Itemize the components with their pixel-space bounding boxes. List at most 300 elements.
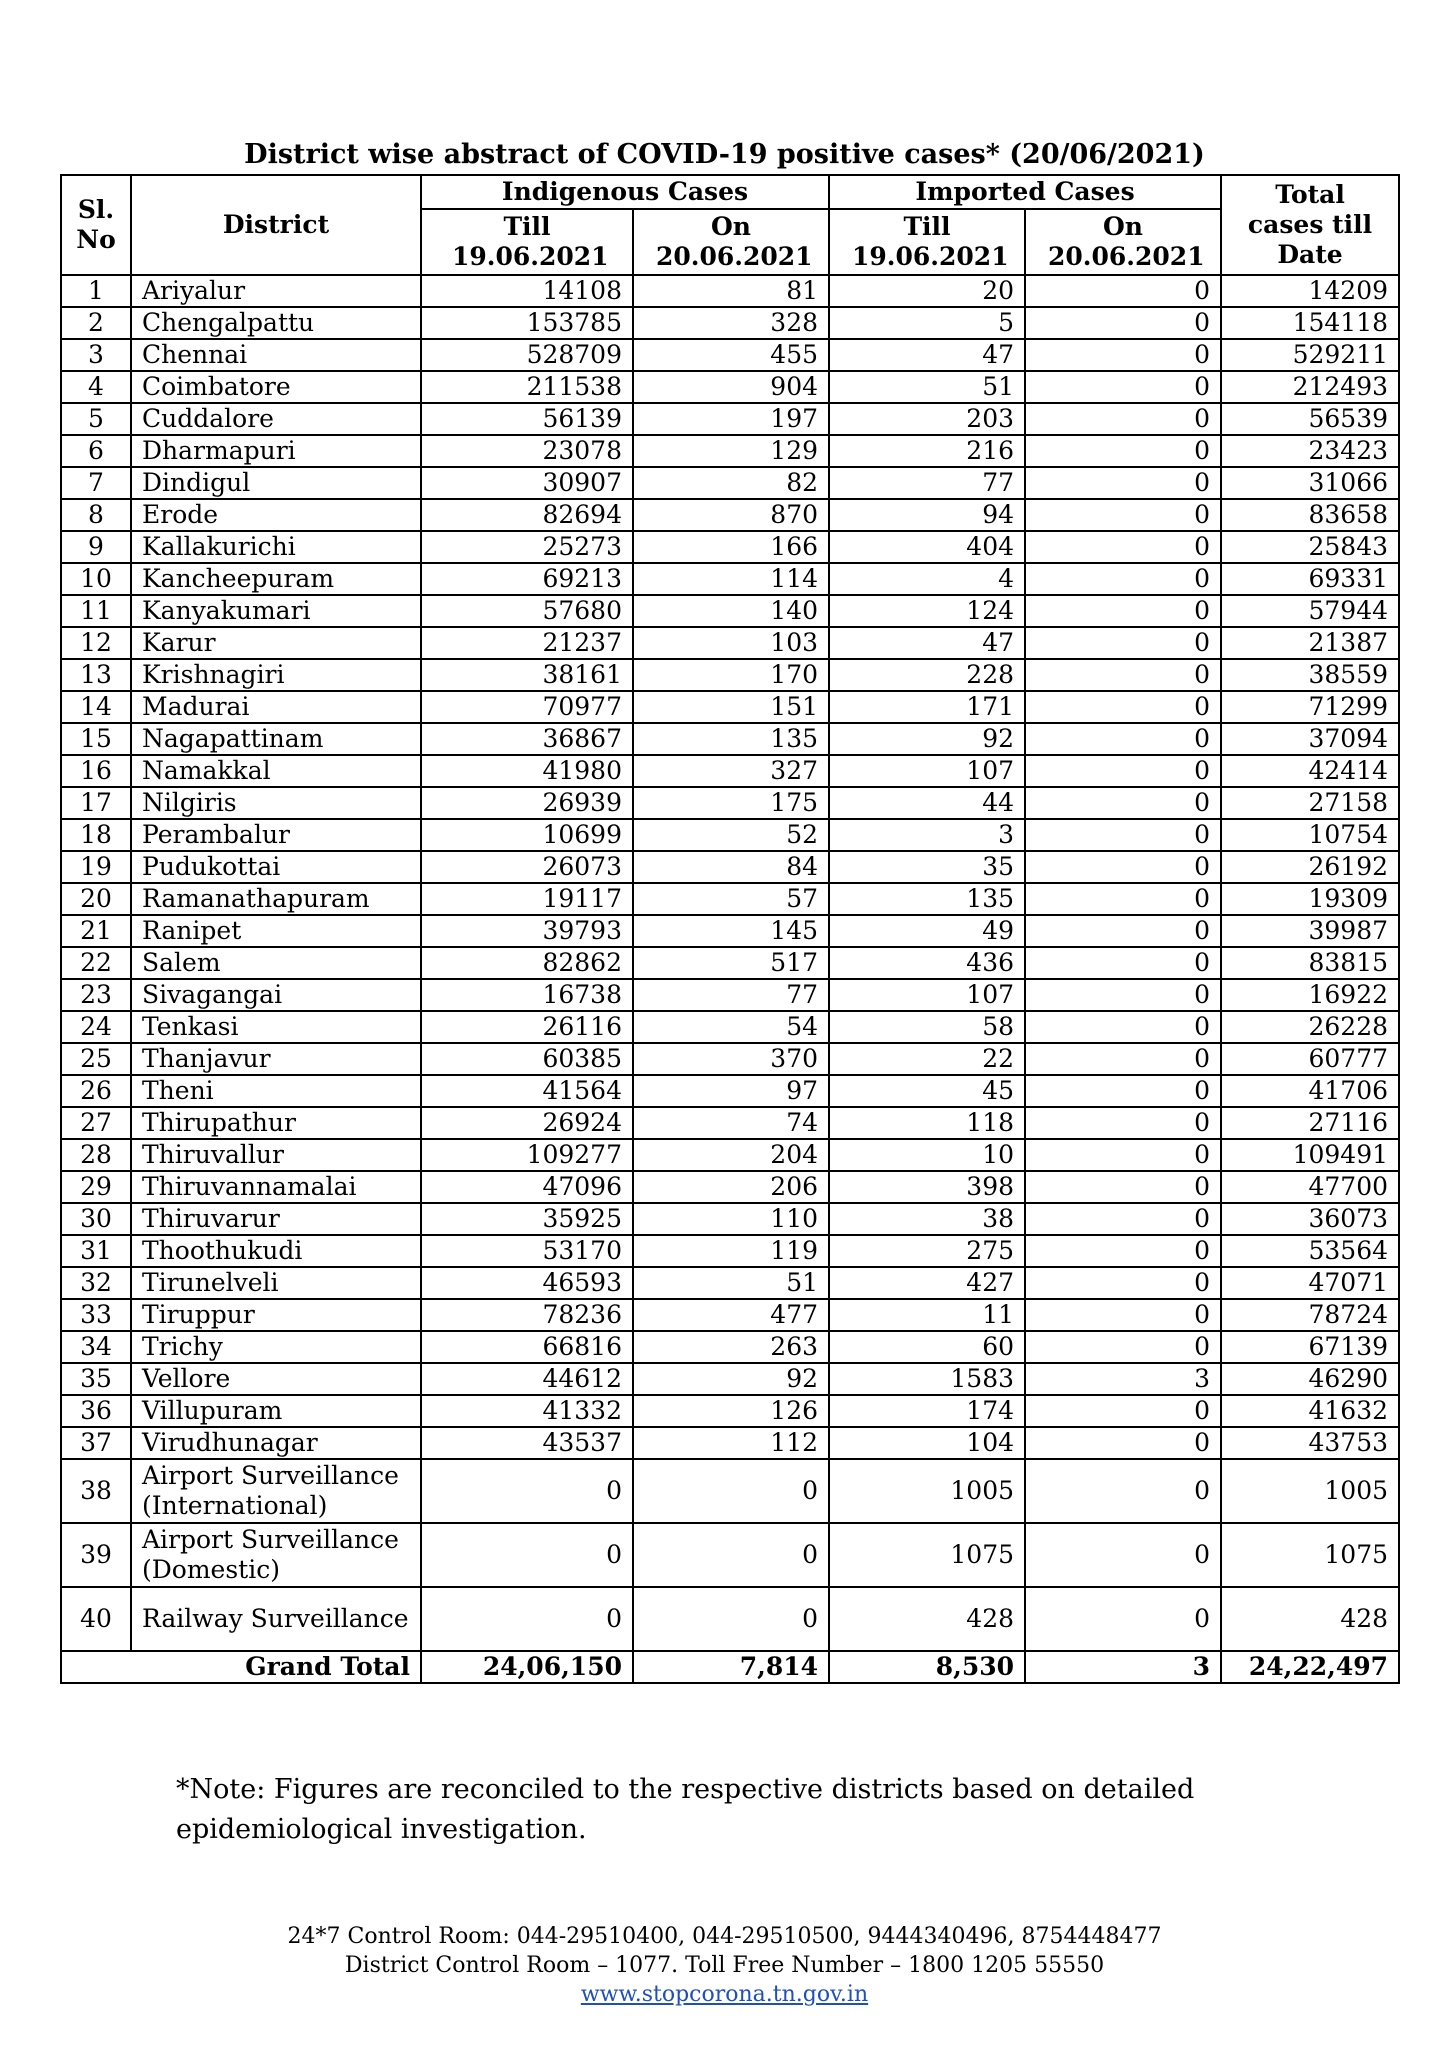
row-district: Dharmapuri bbox=[131, 435, 421, 467]
row-imported-till: 49 bbox=[829, 915, 1025, 947]
row-indigenous-till: 26924 bbox=[421, 1107, 633, 1139]
row-indigenous-on: 517 bbox=[633, 947, 829, 979]
table-row bbox=[61, 1075, 1399, 1107]
row-imported-till: 58 bbox=[829, 1011, 1025, 1043]
row-imported-till: 20 bbox=[829, 275, 1025, 307]
row-sl-no: 1 bbox=[61, 275, 131, 307]
row-total-cases: 21387 bbox=[1221, 627, 1399, 659]
row-total-cases: 26228 bbox=[1221, 1011, 1399, 1043]
table-row bbox=[61, 947, 1399, 979]
row-indigenous-on: 263 bbox=[633, 1331, 829, 1363]
row-indigenous-till: 38161 bbox=[421, 659, 633, 691]
row-imported-till: 47 bbox=[829, 339, 1025, 371]
row-district: Chengalpattu bbox=[131, 307, 421, 339]
row-total-cases: 23423 bbox=[1221, 435, 1399, 467]
row-imported-on: 0 bbox=[1025, 819, 1221, 851]
row-imported-on: 0 bbox=[1025, 755, 1221, 787]
row-indigenous-till: 0 bbox=[421, 1523, 633, 1587]
row-total-cases: 60777 bbox=[1221, 1043, 1399, 1075]
row-imported-on: 0 bbox=[1025, 787, 1221, 819]
row-imported-till: 92 bbox=[829, 723, 1025, 755]
row-indigenous-on: 0 bbox=[633, 1459, 829, 1523]
row-imported-on: 0 bbox=[1025, 627, 1221, 659]
row-sl-no: 5 bbox=[61, 403, 131, 435]
row-district: Dindigul bbox=[131, 467, 421, 499]
row-imported-on: 0 bbox=[1025, 659, 1221, 691]
table-row bbox=[61, 339, 1399, 371]
district-control-line: District Control Room – 1077. Toll Free Number – 1800 1205 55550 bbox=[344, 1953, 1105, 1978]
row-indigenous-till: 44612 bbox=[421, 1363, 633, 1395]
row-total-cases: 42414 bbox=[1221, 755, 1399, 787]
row-indigenous-on: 904 bbox=[633, 371, 829, 403]
row-indigenous-till: 69213 bbox=[421, 563, 633, 595]
table-row bbox=[61, 819, 1399, 851]
row-indigenous-till: 41332 bbox=[421, 1395, 633, 1427]
row-imported-till: 1075 bbox=[829, 1523, 1025, 1587]
row-indigenous-till: 26939 bbox=[421, 787, 633, 819]
row-sl-no: 38 bbox=[61, 1459, 131, 1523]
row-imported-on: 0 bbox=[1025, 1235, 1221, 1267]
row-imported-on: 0 bbox=[1025, 307, 1221, 339]
row-indigenous-till: 57680 bbox=[421, 595, 633, 627]
row-indigenous-till: 0 bbox=[421, 1459, 633, 1523]
row-imported-till: 124 bbox=[829, 595, 1025, 627]
row-imported-on: 0 bbox=[1025, 1107, 1221, 1139]
row-sl-no: 7 bbox=[61, 467, 131, 499]
grand-total-imported-till: 8,530 bbox=[829, 1651, 1025, 1683]
row-indigenous-till: 35925 bbox=[421, 1203, 633, 1235]
row-sl-no: 28 bbox=[61, 1139, 131, 1171]
header-district: District bbox=[131, 175, 421, 275]
row-indigenous-till: 41564 bbox=[421, 1075, 633, 1107]
row-imported-on: 0 bbox=[1025, 1331, 1221, 1363]
row-district: Thiruvallur bbox=[131, 1139, 421, 1171]
row-sl-no: 27 bbox=[61, 1107, 131, 1139]
row-indigenous-on: 197 bbox=[633, 403, 829, 435]
row-imported-on: 0 bbox=[1025, 851, 1221, 883]
row-district: Airport Surveillance (Domestic) bbox=[131, 1523, 421, 1587]
row-total-cases: 57944 bbox=[1221, 595, 1399, 627]
row-imported-on: 0 bbox=[1025, 595, 1221, 627]
row-imported-till: 47 bbox=[829, 627, 1025, 659]
row-imported-till: 94 bbox=[829, 499, 1025, 531]
row-district: Salem bbox=[131, 947, 421, 979]
row-total-cases: 212493 bbox=[1221, 371, 1399, 403]
row-district: Tiruppur bbox=[131, 1299, 421, 1331]
row-indigenous-on: 328 bbox=[633, 307, 829, 339]
row-indigenous-on: 57 bbox=[633, 883, 829, 915]
header-imported-till: Till 19.06.2021 bbox=[829, 209, 1025, 275]
row-indigenous-till: 10699 bbox=[421, 819, 633, 851]
row-district: Thanjavur bbox=[131, 1043, 421, 1075]
row-indigenous-on: 140 bbox=[633, 595, 829, 627]
row-imported-till: 1583 bbox=[829, 1363, 1025, 1395]
row-sl-no: 30 bbox=[61, 1203, 131, 1235]
row-indigenous-on: 370 bbox=[633, 1043, 829, 1075]
row-imported-till: 60 bbox=[829, 1331, 1025, 1363]
row-sl-no: 29 bbox=[61, 1171, 131, 1203]
row-indigenous-till: 109277 bbox=[421, 1139, 633, 1171]
row-imported-till: 4 bbox=[829, 563, 1025, 595]
row-district: Namakkal bbox=[131, 755, 421, 787]
row-sl-no: 18 bbox=[61, 819, 131, 851]
contact-footer bbox=[0, 1922, 1449, 2009]
row-imported-on: 0 bbox=[1025, 1523, 1221, 1587]
row-total-cases: 27116 bbox=[1221, 1107, 1399, 1139]
row-indigenous-till: 39793 bbox=[421, 915, 633, 947]
row-imported-till: 107 bbox=[829, 755, 1025, 787]
header-total-cases: Total cases till Date bbox=[1221, 175, 1399, 275]
row-imported-on: 0 bbox=[1025, 1203, 1221, 1235]
row-indigenous-on: 166 bbox=[633, 531, 829, 563]
row-imported-on: 0 bbox=[1025, 1267, 1221, 1299]
website-link[interactable]: www.stopcorona.tn.gov.in bbox=[580, 1982, 869, 2007]
table-row bbox=[61, 851, 1399, 883]
row-indigenous-on: 81 bbox=[633, 275, 829, 307]
table-row bbox=[61, 1011, 1399, 1043]
row-indigenous-on: 74 bbox=[633, 1107, 829, 1139]
table-row bbox=[61, 755, 1399, 787]
row-sl-no: 16 bbox=[61, 755, 131, 787]
row-district: Ariyalur bbox=[131, 275, 421, 307]
table-row bbox=[61, 563, 1399, 595]
row-imported-till: 275 bbox=[829, 1235, 1025, 1267]
table-row bbox=[61, 275, 1399, 307]
row-district: Ranipet bbox=[131, 915, 421, 947]
row-district: Airport Surveillance (International) bbox=[131, 1459, 421, 1523]
row-sl-no: 32 bbox=[61, 1267, 131, 1299]
row-imported-till: 107 bbox=[829, 979, 1025, 1011]
row-imported-on: 0 bbox=[1025, 915, 1221, 947]
row-imported-till: 228 bbox=[829, 659, 1025, 691]
page-title: District wise abstract of COVID-19 positive cases* (20/06/2021) bbox=[244, 139, 1205, 170]
row-imported-till: 5 bbox=[829, 307, 1025, 339]
row-indigenous-till: 70977 bbox=[421, 691, 633, 723]
row-indigenous-on: 170 bbox=[633, 659, 829, 691]
table-row bbox=[61, 979, 1399, 1011]
table-row bbox=[61, 1235, 1399, 1267]
row-sl-no: 3 bbox=[61, 339, 131, 371]
row-indigenous-till: 19117 bbox=[421, 883, 633, 915]
row-district: Virudhunagar bbox=[131, 1427, 421, 1459]
header-imported-on: On 20.06.2021 bbox=[1025, 209, 1221, 275]
row-indigenous-on: 204 bbox=[633, 1139, 829, 1171]
row-sl-no: 24 bbox=[61, 1011, 131, 1043]
row-district: Ramanathapuram bbox=[131, 883, 421, 915]
row-indigenous-on: 129 bbox=[633, 435, 829, 467]
footnote: *Note: Figures are reconciled to the respective districts based on detailed epidemiological investigation. bbox=[176, 1774, 1195, 1845]
table-row bbox=[61, 787, 1399, 819]
row-imported-till: 398 bbox=[829, 1171, 1025, 1203]
table-row bbox=[61, 467, 1399, 499]
row-sl-no: 33 bbox=[61, 1299, 131, 1331]
row-sl-no: 23 bbox=[61, 979, 131, 1011]
row-imported-till: 11 bbox=[829, 1299, 1025, 1331]
table-row bbox=[61, 1267, 1399, 1299]
table-row bbox=[61, 691, 1399, 723]
row-sl-no: 25 bbox=[61, 1043, 131, 1075]
header-imported-cases: Imported Cases bbox=[829, 175, 1221, 209]
row-indigenous-till: 211538 bbox=[421, 371, 633, 403]
row-indigenous-till: 53170 bbox=[421, 1235, 633, 1267]
row-imported-till: 22 bbox=[829, 1043, 1025, 1075]
grand-total-label: Grand Total bbox=[61, 1651, 421, 1683]
row-district: Villupuram bbox=[131, 1395, 421, 1427]
row-total-cases: 56539 bbox=[1221, 403, 1399, 435]
table-row bbox=[61, 1363, 1399, 1395]
row-indigenous-till: 56139 bbox=[421, 403, 633, 435]
row-indigenous-on: 103 bbox=[633, 627, 829, 659]
row-total-cases: 19309 bbox=[1221, 883, 1399, 915]
row-imported-till: 35 bbox=[829, 851, 1025, 883]
row-sl-no: 34 bbox=[61, 1331, 131, 1363]
row-indigenous-till: 82862 bbox=[421, 947, 633, 979]
row-sl-no: 4 bbox=[61, 371, 131, 403]
row-imported-on: 0 bbox=[1025, 1075, 1221, 1107]
row-imported-till: 171 bbox=[829, 691, 1025, 723]
row-total-cases: 109491 bbox=[1221, 1139, 1399, 1171]
row-district: Kallakurichi bbox=[131, 531, 421, 563]
row-total-cases: 39987 bbox=[1221, 915, 1399, 947]
district-cases-table bbox=[60, 174, 1400, 1684]
row-total-cases: 14209 bbox=[1221, 275, 1399, 307]
row-indigenous-on: 82 bbox=[633, 467, 829, 499]
row-indigenous-till: 14108 bbox=[421, 275, 633, 307]
row-imported-on: 0 bbox=[1025, 403, 1221, 435]
row-indigenous-till: 36867 bbox=[421, 723, 633, 755]
row-imported-on: 0 bbox=[1025, 883, 1221, 915]
row-total-cases: 78724 bbox=[1221, 1299, 1399, 1331]
row-imported-till: 216 bbox=[829, 435, 1025, 467]
row-imported-on: 0 bbox=[1025, 1011, 1221, 1043]
row-imported-till: 45 bbox=[829, 1075, 1025, 1107]
row-total-cases: 83815 bbox=[1221, 947, 1399, 979]
row-imported-on: 0 bbox=[1025, 339, 1221, 371]
row-total-cases: 428 bbox=[1221, 1587, 1399, 1651]
table-row bbox=[61, 1427, 1399, 1459]
row-total-cases: 37094 bbox=[1221, 723, 1399, 755]
row-total-cases: 71299 bbox=[1221, 691, 1399, 723]
row-imported-till: 1005 bbox=[829, 1459, 1025, 1523]
row-sl-no: 35 bbox=[61, 1363, 131, 1395]
table-row bbox=[61, 1523, 1399, 1587]
row-indigenous-on: 77 bbox=[633, 979, 829, 1011]
row-indigenous-till: 528709 bbox=[421, 339, 633, 371]
row-imported-on: 0 bbox=[1025, 723, 1221, 755]
row-sl-no: 2 bbox=[61, 307, 131, 339]
table-row bbox=[61, 1043, 1399, 1075]
table-row bbox=[61, 1299, 1399, 1331]
row-district: Trichy bbox=[131, 1331, 421, 1363]
control-room-line: 24*7 Control Room: 044-29510400, 044-29510500, 9444340496, 8754448477 bbox=[287, 1924, 1162, 1949]
row-sl-no: 20 bbox=[61, 883, 131, 915]
row-district: Vellore bbox=[131, 1363, 421, 1395]
row-imported-till: 135 bbox=[829, 883, 1025, 915]
row-district: Karur bbox=[131, 627, 421, 659]
row-total-cases: 10754 bbox=[1221, 819, 1399, 851]
row-imported-till: 174 bbox=[829, 1395, 1025, 1427]
row-district: Thirupathur bbox=[131, 1107, 421, 1139]
table-row bbox=[61, 723, 1399, 755]
row-district: Pudukottai bbox=[131, 851, 421, 883]
row-indigenous-till: 43537 bbox=[421, 1427, 633, 1459]
row-imported-on: 0 bbox=[1025, 947, 1221, 979]
table-row bbox=[61, 403, 1399, 435]
row-indigenous-till: 46593 bbox=[421, 1267, 633, 1299]
table-body bbox=[61, 275, 1399, 1651]
row-sl-no: 36 bbox=[61, 1395, 131, 1427]
table-row bbox=[61, 595, 1399, 627]
row-imported-till: 44 bbox=[829, 787, 1025, 819]
row-district: Chennai bbox=[131, 339, 421, 371]
row-imported-on: 0 bbox=[1025, 1459, 1221, 1523]
row-sl-no: 26 bbox=[61, 1075, 131, 1107]
row-imported-till: 10 bbox=[829, 1139, 1025, 1171]
row-indigenous-till: 47096 bbox=[421, 1171, 633, 1203]
row-sl-no: 40 bbox=[61, 1587, 131, 1651]
row-imported-till: 428 bbox=[829, 1587, 1025, 1651]
row-indigenous-till: 0 bbox=[421, 1587, 633, 1651]
row-indigenous-till: 66816 bbox=[421, 1331, 633, 1363]
row-indigenous-till: 16738 bbox=[421, 979, 633, 1011]
row-indigenous-on: 135 bbox=[633, 723, 829, 755]
row-imported-on: 0 bbox=[1025, 275, 1221, 307]
table-row bbox=[61, 1459, 1399, 1523]
row-district: Nilgiris bbox=[131, 787, 421, 819]
row-indigenous-on: 145 bbox=[633, 915, 829, 947]
row-indigenous-on: 455 bbox=[633, 339, 829, 371]
table-row bbox=[61, 1139, 1399, 1171]
row-district: Tenkasi bbox=[131, 1011, 421, 1043]
row-sl-no: 21 bbox=[61, 915, 131, 947]
row-imported-on: 0 bbox=[1025, 1427, 1221, 1459]
row-total-cases: 43753 bbox=[1221, 1427, 1399, 1459]
row-indigenous-on: 870 bbox=[633, 499, 829, 531]
row-imported-till: 203 bbox=[829, 403, 1025, 435]
row-indigenous-on: 51 bbox=[633, 1267, 829, 1299]
row-total-cases: 83658 bbox=[1221, 499, 1399, 531]
row-indigenous-on: 84 bbox=[633, 851, 829, 883]
row-indigenous-on: 477 bbox=[633, 1299, 829, 1331]
row-indigenous-on: 114 bbox=[633, 563, 829, 595]
row-district: Sivagangai bbox=[131, 979, 421, 1011]
row-imported-till: 77 bbox=[829, 467, 1025, 499]
table-row bbox=[61, 1203, 1399, 1235]
row-district: Cuddalore bbox=[131, 403, 421, 435]
row-imported-on: 0 bbox=[1025, 1587, 1221, 1651]
table-row bbox=[61, 1107, 1399, 1139]
table-row bbox=[61, 307, 1399, 339]
row-indigenous-till: 30907 bbox=[421, 467, 633, 499]
row-total-cases: 53564 bbox=[1221, 1235, 1399, 1267]
row-total-cases: 67139 bbox=[1221, 1331, 1399, 1363]
row-indigenous-till: 25273 bbox=[421, 531, 633, 563]
row-district: Madurai bbox=[131, 691, 421, 723]
row-imported-on: 0 bbox=[1025, 1171, 1221, 1203]
row-indigenous-till: 78236 bbox=[421, 1299, 633, 1331]
table-row bbox=[61, 531, 1399, 563]
row-sl-no: 8 bbox=[61, 499, 131, 531]
row-imported-till: 51 bbox=[829, 371, 1025, 403]
grand-total-imported-on: 3 bbox=[1025, 1651, 1221, 1683]
table-row bbox=[61, 627, 1399, 659]
row-imported-on: 0 bbox=[1025, 563, 1221, 595]
row-indigenous-on: 206 bbox=[633, 1171, 829, 1203]
row-total-cases: 47700 bbox=[1221, 1171, 1399, 1203]
row-imported-on: 0 bbox=[1025, 371, 1221, 403]
grand-total-cases: 24,22,497 bbox=[1221, 1651, 1399, 1683]
table-row bbox=[61, 1587, 1399, 1651]
row-total-cases: 26192 bbox=[1221, 851, 1399, 883]
row-sl-no: 15 bbox=[61, 723, 131, 755]
row-indigenous-on: 54 bbox=[633, 1011, 829, 1043]
row-imported-till: 436 bbox=[829, 947, 1025, 979]
row-district: Nagapattinam bbox=[131, 723, 421, 755]
row-indigenous-on: 0 bbox=[633, 1523, 829, 1587]
row-imported-till: 3 bbox=[829, 819, 1025, 851]
table-row bbox=[61, 1395, 1399, 1427]
row-district: Coimbatore bbox=[131, 371, 421, 403]
row-indigenous-till: 82694 bbox=[421, 499, 633, 531]
header-sl-no: Sl. No bbox=[61, 175, 131, 275]
row-sl-no: 31 bbox=[61, 1235, 131, 1267]
row-sl-no: 9 bbox=[61, 531, 131, 563]
row-indigenous-on: 0 bbox=[633, 1587, 829, 1651]
row-imported-on: 0 bbox=[1025, 1043, 1221, 1075]
row-imported-on: 0 bbox=[1025, 435, 1221, 467]
row-indigenous-till: 41980 bbox=[421, 755, 633, 787]
row-total-cases: 1075 bbox=[1221, 1523, 1399, 1587]
row-sl-no: 14 bbox=[61, 691, 131, 723]
row-total-cases: 27158 bbox=[1221, 787, 1399, 819]
row-indigenous-on: 97 bbox=[633, 1075, 829, 1107]
row-sl-no: 17 bbox=[61, 787, 131, 819]
row-sl-no: 6 bbox=[61, 435, 131, 467]
row-total-cases: 25843 bbox=[1221, 531, 1399, 563]
row-indigenous-on: 126 bbox=[633, 1395, 829, 1427]
row-sl-no: 10 bbox=[61, 563, 131, 595]
table-row bbox=[61, 499, 1399, 531]
row-indigenous-on: 52 bbox=[633, 819, 829, 851]
row-indigenous-till: 23078 bbox=[421, 435, 633, 467]
grand-total-row bbox=[61, 1651, 1399, 1683]
row-district: Thoothukudi bbox=[131, 1235, 421, 1267]
table-row bbox=[61, 883, 1399, 915]
row-indigenous-till: 26116 bbox=[421, 1011, 633, 1043]
row-imported-till: 404 bbox=[829, 531, 1025, 563]
row-district: Kancheepuram bbox=[131, 563, 421, 595]
row-sl-no: 11 bbox=[61, 595, 131, 627]
row-indigenous-on: 175 bbox=[633, 787, 829, 819]
row-indigenous-on: 151 bbox=[633, 691, 829, 723]
header-indigenous-cases: Indigenous Cases bbox=[421, 175, 829, 209]
row-total-cases: 529211 bbox=[1221, 339, 1399, 371]
row-total-cases: 41632 bbox=[1221, 1395, 1399, 1427]
row-imported-on: 0 bbox=[1025, 499, 1221, 531]
row-indigenous-till: 60385 bbox=[421, 1043, 633, 1075]
row-imported-on: 0 bbox=[1025, 467, 1221, 499]
row-imported-on: 0 bbox=[1025, 1139, 1221, 1171]
row-total-cases: 69331 bbox=[1221, 563, 1399, 595]
table-row bbox=[61, 435, 1399, 467]
row-sl-no: 22 bbox=[61, 947, 131, 979]
row-district: Tirunelveli bbox=[131, 1267, 421, 1299]
row-total-cases: 47071 bbox=[1221, 1267, 1399, 1299]
row-sl-no: 12 bbox=[61, 627, 131, 659]
row-imported-till: 104 bbox=[829, 1427, 1025, 1459]
row-sl-no: 37 bbox=[61, 1427, 131, 1459]
row-indigenous-till: 26073 bbox=[421, 851, 633, 883]
